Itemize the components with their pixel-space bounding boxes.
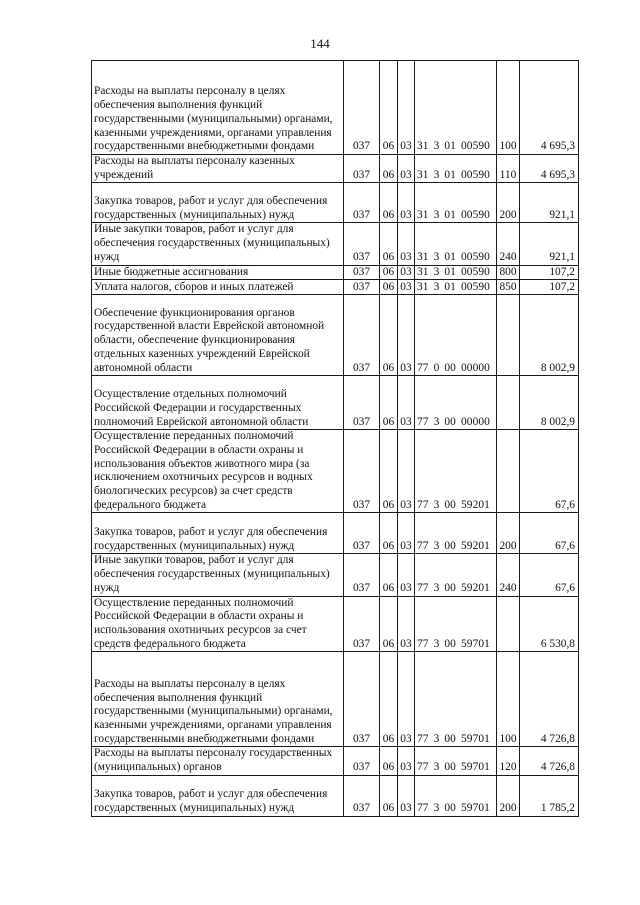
program-code: 77	[417, 415, 429, 428]
program-code: 31	[417, 208, 429, 221]
subsection-code: 03	[398, 223, 415, 265]
expense-type-code: 200	[497, 513, 520, 554]
direction-code: 00	[444, 637, 456, 650]
expense-type-code: 200	[497, 775, 520, 816]
item-code: 00590	[460, 250, 490, 263]
row-name: Иные закупки товаров, работ и услуг для обеспечения государственных (муниципальных) нужд	[92, 554, 344, 596]
section-code: 06	[380, 183, 398, 223]
subsection-code: 03	[398, 513, 415, 554]
row-name: Уплата налогов, сборов и иных платежей	[92, 280, 344, 295]
subprogram-code: 3	[433, 208, 440, 221]
subsection-code: 03	[398, 155, 415, 183]
amount: 67,6	[520, 513, 579, 554]
item-code: 59201	[460, 498, 490, 511]
direction-code: 00	[444, 761, 456, 774]
direction-code: 00	[444, 802, 456, 815]
subsection-code: 03	[398, 265, 415, 280]
amount: 8 002,9	[520, 295, 579, 376]
expense-type-code	[497, 596, 520, 652]
section-code: 06	[380, 430, 398, 513]
item-code: 00590	[460, 280, 490, 293]
subsection-code: 03	[398, 596, 415, 652]
item-code: 59701	[460, 637, 490, 650]
admin-code: 037	[344, 513, 380, 554]
amount: 6 530,8	[520, 596, 579, 652]
section-code: 06	[380, 376, 398, 430]
subprogram-code: 0	[433, 361, 440, 374]
table-row	[92, 554, 579, 596]
item-code: 59701	[460, 802, 490, 815]
subsection-code: 03	[398, 775, 415, 816]
program-code: 77	[417, 539, 429, 552]
direction-code: 01	[444, 208, 456, 221]
section-code: 06	[380, 775, 398, 816]
subprogram-code: 3	[433, 637, 440, 650]
table-row	[92, 295, 579, 376]
table-row	[92, 430, 579, 513]
row-name: Расходы на выплаты персоналу казенных учреждений	[92, 155, 344, 183]
table-row	[92, 513, 579, 554]
table-row	[92, 183, 579, 223]
admin-code: 037	[344, 61, 380, 155]
direction-code: 00	[444, 498, 456, 511]
row-name: Расходы на выплаты персоналу в целях обеспечения выполнения функций государственными (муниципальными) органами, казенными учреждениями, органами управления государственными внебюджетными фондами	[92, 61, 344, 155]
admin-code: 037	[344, 295, 380, 376]
target-article-code	[415, 430, 497, 513]
expense-type-code: 100	[497, 61, 520, 155]
target-article-code	[415, 61, 497, 155]
admin-code: 037	[344, 183, 380, 223]
subprogram-code: 3	[433, 250, 440, 263]
target-article-code	[415, 295, 497, 376]
expense-type-code	[497, 430, 520, 513]
section-code: 06	[380, 652, 398, 747]
expense-type-code: 240	[497, 223, 520, 265]
item-code: 59701	[460, 761, 490, 774]
table-row	[92, 223, 579, 265]
amount: 107,2	[520, 265, 579, 280]
section-code: 06	[380, 223, 398, 265]
subprogram-code: 3	[433, 732, 440, 745]
row-name: Осуществление переданных полномочий Российской Федерации в области охраны и использования охотничьих ресурсов за счет средств федерального бюджета	[92, 596, 344, 652]
table-row	[92, 280, 579, 295]
section-code: 06	[380, 295, 398, 376]
program-code: 77	[417, 361, 429, 374]
amount: 67,6	[520, 554, 579, 596]
row-name: Осуществление переданных полномочий Российской Федерации в области охраны и использования объектов животного мира (за исключением охотничьих ресурсов и водных биологических ресурсов) за счет средств федерального бюджета	[92, 430, 344, 513]
admin-code: 037	[344, 376, 380, 430]
row-name: Закупка товаров, работ и услуг для обеспечения государственных (муниципальных) нужд	[92, 183, 344, 223]
budget-table-body	[92, 61, 579, 817]
table-row	[92, 376, 579, 430]
expense-type-code	[497, 295, 520, 376]
program-code: 31	[417, 140, 429, 153]
target-article-code	[415, 376, 497, 430]
direction-code: 00	[444, 732, 456, 745]
target-article-code	[415, 513, 497, 554]
table-row	[92, 596, 579, 652]
amount: 921,1	[520, 223, 579, 265]
amount: 4 695,3	[520, 61, 579, 155]
subprogram-code: 3	[433, 280, 440, 293]
target-article-code	[415, 155, 497, 183]
item-code: 59201	[460, 581, 490, 594]
direction-code: 01	[444, 265, 456, 278]
section-code: 06	[380, 554, 398, 596]
amount: 107,2	[520, 280, 579, 295]
amount: 1 785,2	[520, 775, 579, 816]
admin-code: 037	[344, 775, 380, 816]
page-number: 144	[310, 36, 330, 51]
row-name: Иные бюджетные ассигнования	[92, 265, 344, 280]
target-article-code	[415, 554, 497, 596]
direction-code: 01	[444, 168, 456, 181]
amount: 67,6	[520, 430, 579, 513]
admin-code: 037	[344, 430, 380, 513]
amount: 4 726,8	[520, 747, 579, 775]
target-article-code	[415, 747, 497, 775]
direction-code: 00	[444, 415, 456, 428]
table-row	[92, 265, 579, 280]
subsection-code: 03	[398, 295, 415, 376]
subprogram-code: 3	[433, 498, 440, 511]
row-name: Иные закупки товаров, работ и услуг для обеспечения государственных (муниципальных) нужд	[92, 223, 344, 265]
subprogram-code: 3	[433, 581, 440, 594]
section-code: 06	[380, 513, 398, 554]
expense-type-code: 240	[497, 554, 520, 596]
expense-type-code: 200	[497, 183, 520, 223]
subsection-code: 03	[398, 376, 415, 430]
section-code: 06	[380, 280, 398, 295]
row-name: Закупка товаров, работ и услуг для обеспечения государственных (муниципальных) нужд	[92, 775, 344, 816]
table-row	[92, 155, 579, 183]
item-code: 00590	[460, 140, 490, 153]
item-code: 00000	[460, 361, 490, 374]
subprogram-code: 3	[433, 168, 440, 181]
expense-type-code: 120	[497, 747, 520, 775]
subsection-code: 03	[398, 652, 415, 747]
direction-code: 01	[444, 280, 456, 293]
item-code: 00590	[460, 265, 490, 278]
item-code: 00590	[460, 208, 490, 221]
table-row	[92, 61, 579, 155]
expense-type-code: 850	[497, 280, 520, 295]
row-name: Обеспечение функционирования органов государственной власти Еврейской автономной области, обеспечение функционирования отдельных казенных учреждений Еврейской автономной области	[92, 295, 344, 376]
item-code: 59201	[460, 539, 490, 552]
admin-code: 037	[344, 223, 380, 265]
target-article-code	[415, 265, 497, 280]
subprogram-code: 3	[433, 539, 440, 552]
program-code: 31	[417, 250, 429, 263]
expense-type-code: 800	[497, 265, 520, 280]
section-code: 06	[380, 265, 398, 280]
direction-code: 00	[444, 361, 456, 374]
program-code: 31	[417, 280, 429, 293]
subsection-code: 03	[398, 430, 415, 513]
amount: 4 695,3	[520, 155, 579, 183]
row-name: Расходы на выплаты персоналу в целях обеспечения выполнения функций государственными (муниципальными) органами, казенными учреждениями, органами управления государственными внебюджетными фондами	[92, 652, 344, 747]
subsection-code: 03	[398, 61, 415, 155]
section-code: 06	[380, 747, 398, 775]
section-code: 06	[380, 61, 398, 155]
subprogram-code: 3	[433, 265, 440, 278]
table-row	[92, 775, 579, 816]
table-row	[92, 652, 579, 747]
program-code: 77	[417, 802, 429, 815]
admin-code: 037	[344, 554, 380, 596]
item-code: 00000	[460, 415, 490, 428]
expense-type-code: 110	[497, 155, 520, 183]
admin-code: 037	[344, 155, 380, 183]
section-code: 06	[380, 155, 398, 183]
amount: 921,1	[520, 183, 579, 223]
direction-code: 01	[444, 250, 456, 263]
subsection-code: 03	[398, 183, 415, 223]
program-code: 77	[417, 732, 429, 745]
subsection-code: 03	[398, 747, 415, 775]
subsection-code: 03	[398, 280, 415, 295]
subprogram-code: 3	[433, 802, 440, 815]
target-article-code	[415, 596, 497, 652]
program-code: 77	[417, 498, 429, 511]
admin-code: 037	[344, 596, 380, 652]
subprogram-code: 3	[433, 761, 440, 774]
target-article-code	[415, 183, 497, 223]
program-code: 31	[417, 168, 429, 181]
budget-table	[91, 60, 579, 817]
admin-code: 037	[344, 747, 380, 775]
program-code: 77	[417, 761, 429, 774]
program-code: 77	[417, 637, 429, 650]
row-name: Закупка товаров, работ и услуг для обеспечения государственных (муниципальных) нужд	[92, 513, 344, 554]
subprogram-code: 3	[433, 415, 440, 428]
direction-code: 00	[444, 539, 456, 552]
item-code: 59701	[460, 732, 490, 745]
admin-code: 037	[344, 265, 380, 280]
section-code: 06	[380, 596, 398, 652]
target-article-code	[415, 280, 497, 295]
amount: 8 002,9	[520, 376, 579, 430]
item-code: 00590	[460, 168, 490, 181]
subprogram-code: 3	[433, 140, 440, 153]
program-code: 31	[417, 265, 429, 278]
expense-type-code: 100	[497, 652, 520, 747]
direction-code: 01	[444, 140, 456, 153]
admin-code: 037	[344, 652, 380, 747]
row-name: Осуществление отдельных полномочий Российской Федерации и государственных полномочий Еврейской автономной области	[92, 376, 344, 430]
target-article-code	[415, 652, 497, 747]
amount: 4 726,8	[520, 652, 579, 747]
admin-code: 037	[344, 280, 380, 295]
direction-code: 00	[444, 581, 456, 594]
table-row	[92, 747, 579, 775]
subsection-code: 03	[398, 554, 415, 596]
target-article-code	[415, 775, 497, 816]
row-name: Расходы на выплаты персоналу государственных (муниципальных) органов	[92, 747, 344, 775]
expense-type-code	[497, 376, 520, 430]
program-code: 77	[417, 581, 429, 594]
target-article-code	[415, 223, 497, 265]
